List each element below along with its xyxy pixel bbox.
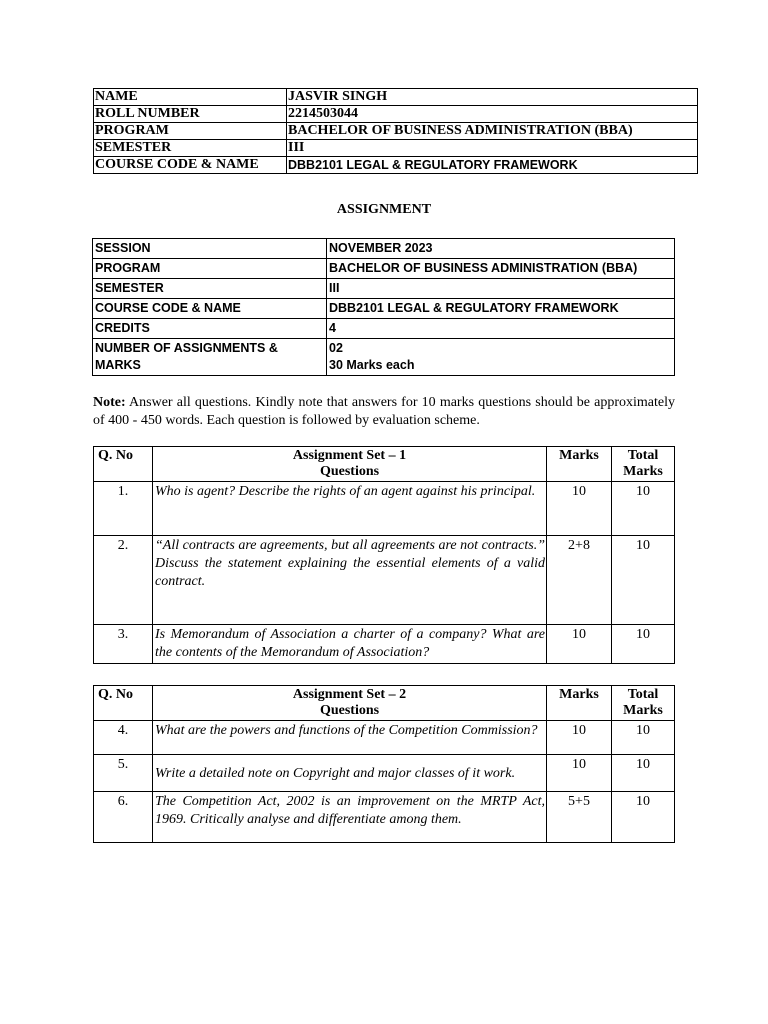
table-row <box>94 721 675 755</box>
marks-each: 30 Marks each <box>329 358 415 372</box>
question-number: 4. <box>94 721 153 755</box>
assignment-set-2-table <box>93 685 675 843</box>
question-total: 10 <box>612 625 675 664</box>
set1-marks-header: Marks <box>547 447 612 482</box>
name-value: JASVIR SINGH <box>287 89 698 106</box>
session-program-label: PROGRAM <box>93 259 327 279</box>
note-paragraph <box>93 394 675 430</box>
session-course-value: DBB2101 LEGAL & REGULATORY FRAMEWORK <box>327 299 675 319</box>
program-value: BACHELOR OF BUSINESS ADMINISTRATION (BBA) <box>287 123 698 140</box>
question-number: 2. <box>94 536 153 625</box>
table-row <box>94 536 675 625</box>
roll-number-value: 2214503044 <box>287 106 698 123</box>
set2-total-header <box>612 686 675 721</box>
question-number: 5. <box>94 755 153 792</box>
session-course-label: COURSE CODE & NAME <box>93 299 327 319</box>
set1-qno-header: Q. No <box>94 447 153 482</box>
assignment-set-1-table <box>93 446 675 664</box>
question-marks: 10 <box>547 755 612 792</box>
student-info-table <box>93 88 698 174</box>
set2-title: Assignment Set – 2 <box>292 687 407 702</box>
question-number: 1. <box>94 482 153 536</box>
session-label: SESSION <box>93 239 327 259</box>
question-total: 10 <box>612 792 675 843</box>
program-label: PROGRAM <box>94 123 287 140</box>
semester-label: SEMESTER <box>94 140 287 157</box>
student-row-semester <box>94 140 698 157</box>
set1-total-line1: Total <box>627 448 659 463</box>
session-value: NOVEMBER 2023 <box>327 239 675 259</box>
question-text: Who is agent? Describe the rights of an agent against his principal. <box>153 482 547 536</box>
session-program-value: BACHELOR OF BUSINESS ADMINISTRATION (BBA) <box>327 259 675 279</box>
question-text: What are the powers and functions of the Competition Commission? <box>153 721 547 755</box>
set1-header-row <box>94 447 675 482</box>
set2-subtitle: Questions <box>319 703 380 718</box>
set2-marks-header: Marks <box>547 686 612 721</box>
semester-value: III <box>287 140 698 157</box>
question-number: 6. <box>94 792 153 843</box>
note-label: Note: <box>93 395 126 410</box>
set2-title-header <box>153 686 547 721</box>
question-text: Write a detailed note on Copyright and major classes of it work. <box>153 755 547 792</box>
session-info-table <box>92 238 675 376</box>
table-row <box>94 482 675 536</box>
assignments-marks-label: NUMBER OF ASSIGNMENTS & MARKS <box>93 339 327 376</box>
question-marks: 10 <box>547 482 612 536</box>
student-row-name <box>94 89 698 106</box>
question-marks: 2+8 <box>547 536 612 625</box>
question-marks: 10 <box>547 721 612 755</box>
roll-number-label: ROLL NUMBER <box>94 106 287 123</box>
question-text: The Competition Act, 2002 is an improvement on the MRTP Act, 1969. Critically analyse and differentiate among them. <box>153 792 547 843</box>
assignment-heading: ASSIGNMENT <box>336 202 432 217</box>
table-row <box>94 792 675 843</box>
student-row-course <box>94 157 698 174</box>
session-credits-row <box>93 319 675 339</box>
course-value: DBB2101 LEGAL & REGULATORY FRAMEWORK <box>287 157 698 174</box>
question-total: 10 <box>612 721 675 755</box>
set1-total-line2: Marks <box>623 464 663 479</box>
credits-value: 4 <box>327 319 675 339</box>
assignments-marks-value <box>327 339 675 376</box>
table-row <box>94 755 675 792</box>
session-course-row <box>93 299 675 319</box>
name-label: NAME <box>94 89 287 106</box>
table-row <box>94 625 675 664</box>
question-total: 10 <box>612 755 675 792</box>
session-row <box>93 239 675 259</box>
session-assignments-row <box>93 339 675 376</box>
set1-title: Assignment Set – 1 <box>292 448 407 463</box>
set1-subtitle: Questions <box>319 464 380 479</box>
set1-total-header <box>612 447 675 482</box>
question-marks: 10 <box>547 625 612 664</box>
set2-qno-header: Q. No <box>94 686 153 721</box>
note-text: Answer all questions. Kindly note that answers for 10 marks questions should be approximately of 400 - 450 words. Each question is followed by evaluation scheme. <box>93 395 675 428</box>
student-row-program <box>94 123 698 140</box>
set2-total-line1: Total <box>627 687 659 702</box>
question-number: 3. <box>94 625 153 664</box>
credits-label: CREDITS <box>93 319 327 339</box>
session-semester-value: III <box>327 279 675 299</box>
session-program-row <box>93 259 675 279</box>
question-text: Is Memorandum of Association a charter of a company? What are the contents of the Memorandum of Association? <box>153 625 547 664</box>
question-total: 10 <box>612 482 675 536</box>
set2-total-line2: Marks <box>623 703 663 718</box>
question-text: “All contracts are agreements, but all agreements are not contracts.” Discuss the statement explaining the essential elements of a valid contract. <box>153 536 547 625</box>
session-semester-row <box>93 279 675 299</box>
session-semester-label: SEMESTER <box>93 279 327 299</box>
question-total: 10 <box>612 536 675 625</box>
set2-header-row <box>94 686 675 721</box>
set1-title-header <box>153 447 547 482</box>
question-marks: 5+5 <box>547 792 612 843</box>
course-label: COURSE CODE & NAME <box>94 157 287 174</box>
assignments-count: 02 <box>329 341 343 355</box>
student-row-roll <box>94 106 698 123</box>
